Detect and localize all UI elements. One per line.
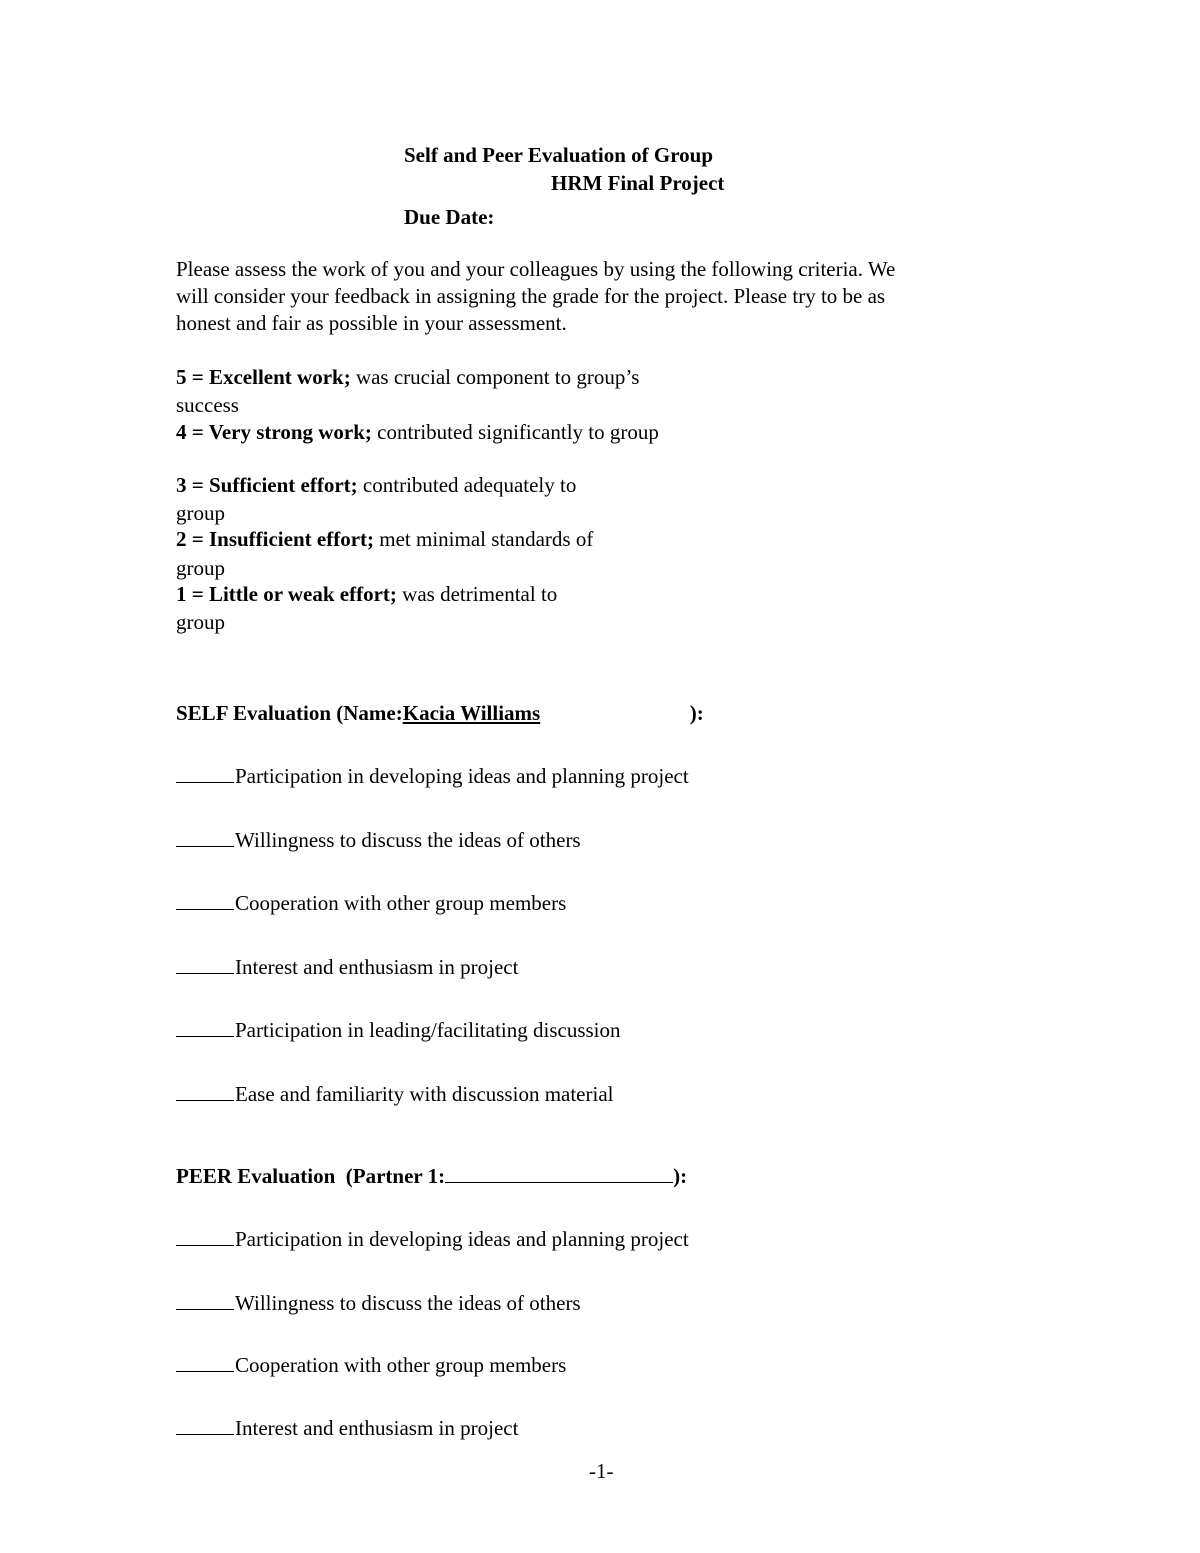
- peer-item-1-label: Participation in developing ideas and planning project: [235, 1227, 689, 1251]
- document-subtitle: HRM Final Project: [551, 171, 725, 195]
- self-name-field[interactable]: Kacia Williams: [402, 701, 541, 725]
- self-item-4: [176, 957, 518, 978]
- partner-1-name-field[interactable]: [445, 1180, 673, 1183]
- self-score-blank-5[interactable]: [176, 1034, 234, 1037]
- peer-score-blank-4[interactable]: [176, 1432, 234, 1435]
- rating-1: [176, 584, 557, 605]
- peer-item-2: [176, 1293, 581, 1314]
- rating-5-desc: was crucial component to group’s: [350, 365, 640, 389]
- self-evaluation-heading: [176, 703, 704, 724]
- rating-5-desc-cont: success: [176, 393, 239, 417]
- rating-5-key: 5 = Excellent work;: [176, 365, 351, 389]
- rating-1-desc-cont: group: [176, 610, 225, 634]
- self-item-3: [176, 893, 566, 914]
- intro-line-3: honest and fair as possible in your assessment.: [176, 311, 567, 335]
- rating-4: [176, 422, 659, 443]
- self-score-blank-3[interactable]: [176, 907, 234, 910]
- peer-item-3: [176, 1355, 566, 1376]
- self-item-1-label: Participation in developing ideas and planning project: [235, 764, 689, 788]
- due-date-label: Due Date:: [404, 205, 495, 229]
- self-score-blank-4[interactable]: [176, 971, 234, 974]
- peer-score-blank-3[interactable]: [176, 1369, 234, 1372]
- peer-evaluation-prefix: PEER Evaluation (Partner 1:: [176, 1164, 446, 1188]
- rating-3-desc-cont: group: [176, 501, 225, 525]
- self-item-2: [176, 830, 581, 851]
- self-item-6: [176, 1084, 613, 1105]
- rating-1-key: 1 = Little or weak effort;: [176, 582, 397, 606]
- rating-4-key: 4 = Very strong work;: [176, 420, 372, 444]
- rating-3: [176, 475, 576, 496]
- peer-score-blank-2[interactable]: [176, 1307, 234, 1310]
- self-item-6-label: Ease and familiarity with discussion material: [235, 1082, 614, 1106]
- peer-evaluation-heading: [176, 1166, 687, 1187]
- self-evaluation-prefix: SELF Evaluation (Name:: [176, 701, 403, 725]
- peer-item-3-label: Cooperation with other group members: [235, 1353, 567, 1377]
- self-item-5: [176, 1020, 621, 1041]
- self-evaluation-suffix: ):: [689, 701, 704, 725]
- self-score-blank-2[interactable]: [176, 844, 234, 847]
- intro-line-2: will consider your feedback in assigning the grade for the project. Please try to be as: [176, 284, 886, 308]
- rating-2-key: 2 = Insufficient effort;: [176, 527, 375, 551]
- self-item-5-label: Participation in leading/facilitating discussion: [235, 1018, 621, 1042]
- document-title: Self and Peer Evaluation of Group: [404, 143, 714, 167]
- self-item-4-label: Interest and enthusiasm in project: [235, 955, 519, 979]
- intro-line-1: Please assess the work of you and your colleagues by using the following criteria. We: [176, 257, 896, 281]
- rating-4-desc: contributed significantly to group: [371, 420, 659, 444]
- rating-2-desc: met minimal standards of: [374, 527, 594, 551]
- rating-3-key: 3 = Sufficient effort;: [176, 473, 358, 497]
- rating-2: [176, 529, 593, 550]
- peer-item-2-label: Willingness to discuss the ideas of others: [235, 1291, 581, 1315]
- peer-evaluation-suffix: ):: [673, 1164, 688, 1188]
- peer-item-4: [176, 1418, 518, 1439]
- rating-5: [176, 367, 639, 388]
- peer-score-blank-1[interactable]: [176, 1243, 234, 1246]
- rating-1-desc: was detrimental to: [396, 582, 558, 606]
- self-item-1: [176, 766, 689, 787]
- rating-2-desc-cont: group: [176, 556, 225, 580]
- peer-item-1: [176, 1229, 689, 1250]
- rating-3-desc: contributed adequately to: [357, 473, 577, 497]
- page-number: -1-: [589, 1459, 614, 1483]
- self-item-2-label: Willingness to discuss the ideas of others: [235, 828, 581, 852]
- self-score-blank-6[interactable]: [176, 1098, 234, 1101]
- self-item-3-label: Cooperation with other group members: [235, 891, 567, 915]
- self-score-blank-1[interactable]: [176, 780, 234, 783]
- peer-item-4-label: Interest and enthusiasm in project: [235, 1416, 519, 1440]
